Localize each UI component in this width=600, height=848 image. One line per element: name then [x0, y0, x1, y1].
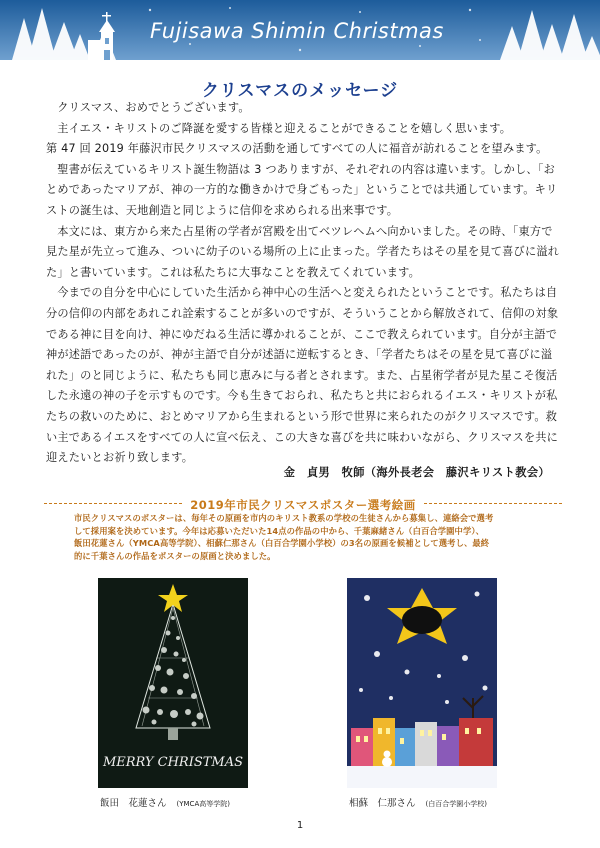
- poster-description-line: して採用案を決めています。今年は応募いただいた14点の作品の中から、千葉麻緒さん（白百合学園中学）、: [74, 525, 484, 536]
- poster-description: [74, 512, 562, 562]
- message-body: [46, 98, 562, 469]
- message-paragraph: 主イエス・キリストのご降誕を愛する皆様と迎えることができることを嬉しく思います。: [57, 121, 512, 135]
- message-paragraph: 聖書が伝えているキリスト誕生物語は 3 つありますが、それぞれの内容は違います。しかし、「おとめであったマリアが、神の一方的な働きかけで身ごもった」ということでは共通しています。キリストの誕生は、天地創造と同じように信仰を求められる出来事です。: [46, 162, 558, 217]
- message-paragraph: クリスマス、おめでとうございます。: [57, 101, 250, 114]
- header-banner: [0, 0, 600, 60]
- poster-description-line: 市民クリスマスのポスターは、毎年その原画を市内のキリスト教系の学校の生徒さんから募集し、連絡会で選考: [74, 513, 494, 523]
- nativity-night-artwork: [347, 578, 497, 788]
- christmas-tree-artwork: [98, 578, 248, 788]
- nativity-silhouette: [402, 606, 442, 634]
- message-paragraph: 今までの自分を中心にしていた生活から神中心の生活へと変えられたということです。私たちは自分の信仰の内部をあれこれ詮索することが多いのですが、そういうことから解放されて、信仰の対象である神に目を向け、神にゆだねる生活に導かれることが、ここで教えられています。自分が主語で神が述語であったのが、神が主語で自分が述語に逆転するとき、「学者たちはその星を見て喜びに溢れた」のと同じように、私たちも同じ恵みに与る者とされます。また、占星術学者が見た星こそ復活した永遠の神の子を示すものです。今も生きておられ、私たちと共におられるイエス・キリストが私たちの救いのために、おとめマリアから生まれるという形で世界に来られたのがクリスマスです。救い主であるイエスをすべての人に宣べ伝え、この大きな喜びを共に味わいながら、クリスマスを共に迎えたいとお祈り致します。: [46, 286, 559, 465]
- artist-name: 相蘇 仁那さん: [349, 798, 416, 809]
- message-title: クリスマスのメッセージ: [201, 81, 399, 101]
- artwork-nativity: [347, 578, 497, 788]
- artwork-tree: [98, 578, 248, 788]
- artwork-caption: [100, 795, 230, 809]
- church-icon: [88, 12, 115, 60]
- poster-heading-text: 2019年市民クリスマスポスター選考絵画: [182, 498, 424, 512]
- poster-section: [44, 494, 562, 574]
- message-paragraph: 第 47 回 2019 年藤沢市民クリスマスの活動を通してすべての人に福音が訪れることを望みます。: [46, 142, 548, 156]
- artist-school: (白百合学園小学校): [425, 800, 487, 808]
- poster-description-line: 的に千葉さんの作品をポスターの原画と決めました。: [74, 550, 276, 561]
- artist-school: (YMCA高等学院): [176, 800, 230, 808]
- poster-heading: [44, 494, 562, 513]
- message-paragraph: 本文には、東方から来た占星術の学者が宮殿を出てベツレヘムへ向かいました。その時、「東方で見た星が先立って進み、ついに幼子のいる場所の上に止まった。学者たちはその星を見て喜びに溢れた」と書いています。これは私たちに大事なことを教えてくれています。: [46, 224, 560, 279]
- merry-christmas-text: MERRY CHRISTMAS: [102, 755, 244, 770]
- poster-description-line: 飯田花蓮さん（YMCA高等学院）、相蘇仁那さん（白百合学園小学校）の3名の原画を候補として選考し、最終: [74, 538, 490, 549]
- banner-title: Fujisawa Shimin Christmas: [150, 19, 444, 43]
- artist-name: 飯田 花蓮さん: [100, 798, 167, 809]
- page-number: 1: [296, 820, 304, 831]
- signature: 金 貞男 牧師（海外長老会 藤沢キリスト教会）: [283, 466, 550, 479]
- artwork-caption: [349, 795, 487, 809]
